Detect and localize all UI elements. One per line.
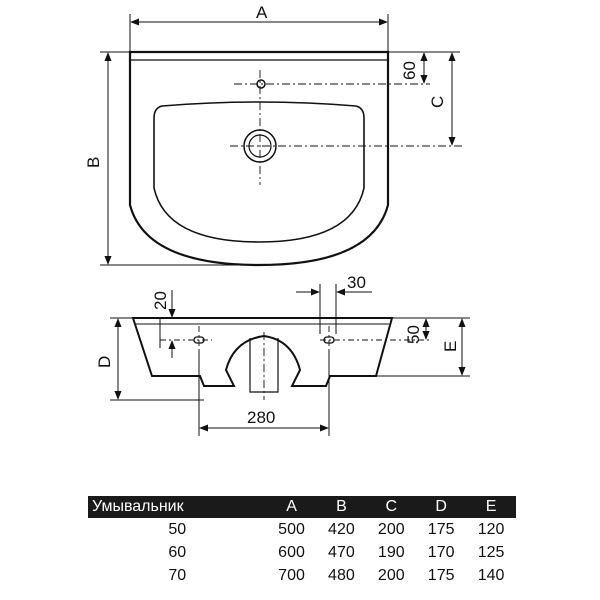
cell-model: 50	[168, 520, 187, 538]
dim-d-label: D	[95, 355, 114, 368]
cell-c: 190	[377, 543, 405, 561]
table-row	[88, 541, 516, 564]
bowl-outline	[154, 102, 364, 242]
cell-a: 700	[278, 566, 305, 584]
table-row	[88, 564, 516, 587]
header-a: A	[267, 496, 317, 518]
dim-tap-label: 60	[400, 61, 419, 80]
cell-e: 140	[477, 566, 505, 584]
cell-d: 175	[427, 566, 455, 584]
dim-b-label: B	[84, 156, 103, 168]
cell-d: 170	[427, 543, 455, 561]
cell-b: 480	[328, 566, 355, 584]
cell-d: 175	[427, 520, 455, 538]
cell-b: 470	[328, 543, 355, 561]
spec-header-row	[88, 496, 516, 518]
header-c: C	[366, 496, 416, 518]
dim-50-label: 50	[404, 325, 423, 344]
dim-280-label: 280	[247, 408, 276, 427]
header-e: E	[466, 496, 516, 518]
spec-table	[88, 496, 516, 587]
dim-a-label: A	[256, 3, 268, 22]
dim-20-label: 20	[151, 291, 170, 310]
top-view	[100, 14, 465, 265]
cell-a: 600	[278, 543, 305, 561]
cell-model: 70	[168, 566, 187, 584]
table-row	[88, 518, 516, 541]
cell-e: 125	[477, 543, 505, 561]
dim-e-label: E	[441, 340, 460, 352]
cell-c: 200	[377, 566, 405, 584]
header-b: B	[316, 496, 366, 518]
header-model: Умывальник	[88, 496, 267, 518]
cell-model: 60	[168, 543, 187, 561]
header-d: D	[416, 496, 466, 518]
cell-a: 500	[278, 520, 305, 538]
cell-c: 200	[377, 520, 405, 538]
dim-30-label: 30	[347, 273, 366, 292]
dim-c-label: C	[428, 95, 447, 108]
cell-e: 120	[477, 520, 505, 538]
cell-b: 420	[328, 520, 355, 538]
